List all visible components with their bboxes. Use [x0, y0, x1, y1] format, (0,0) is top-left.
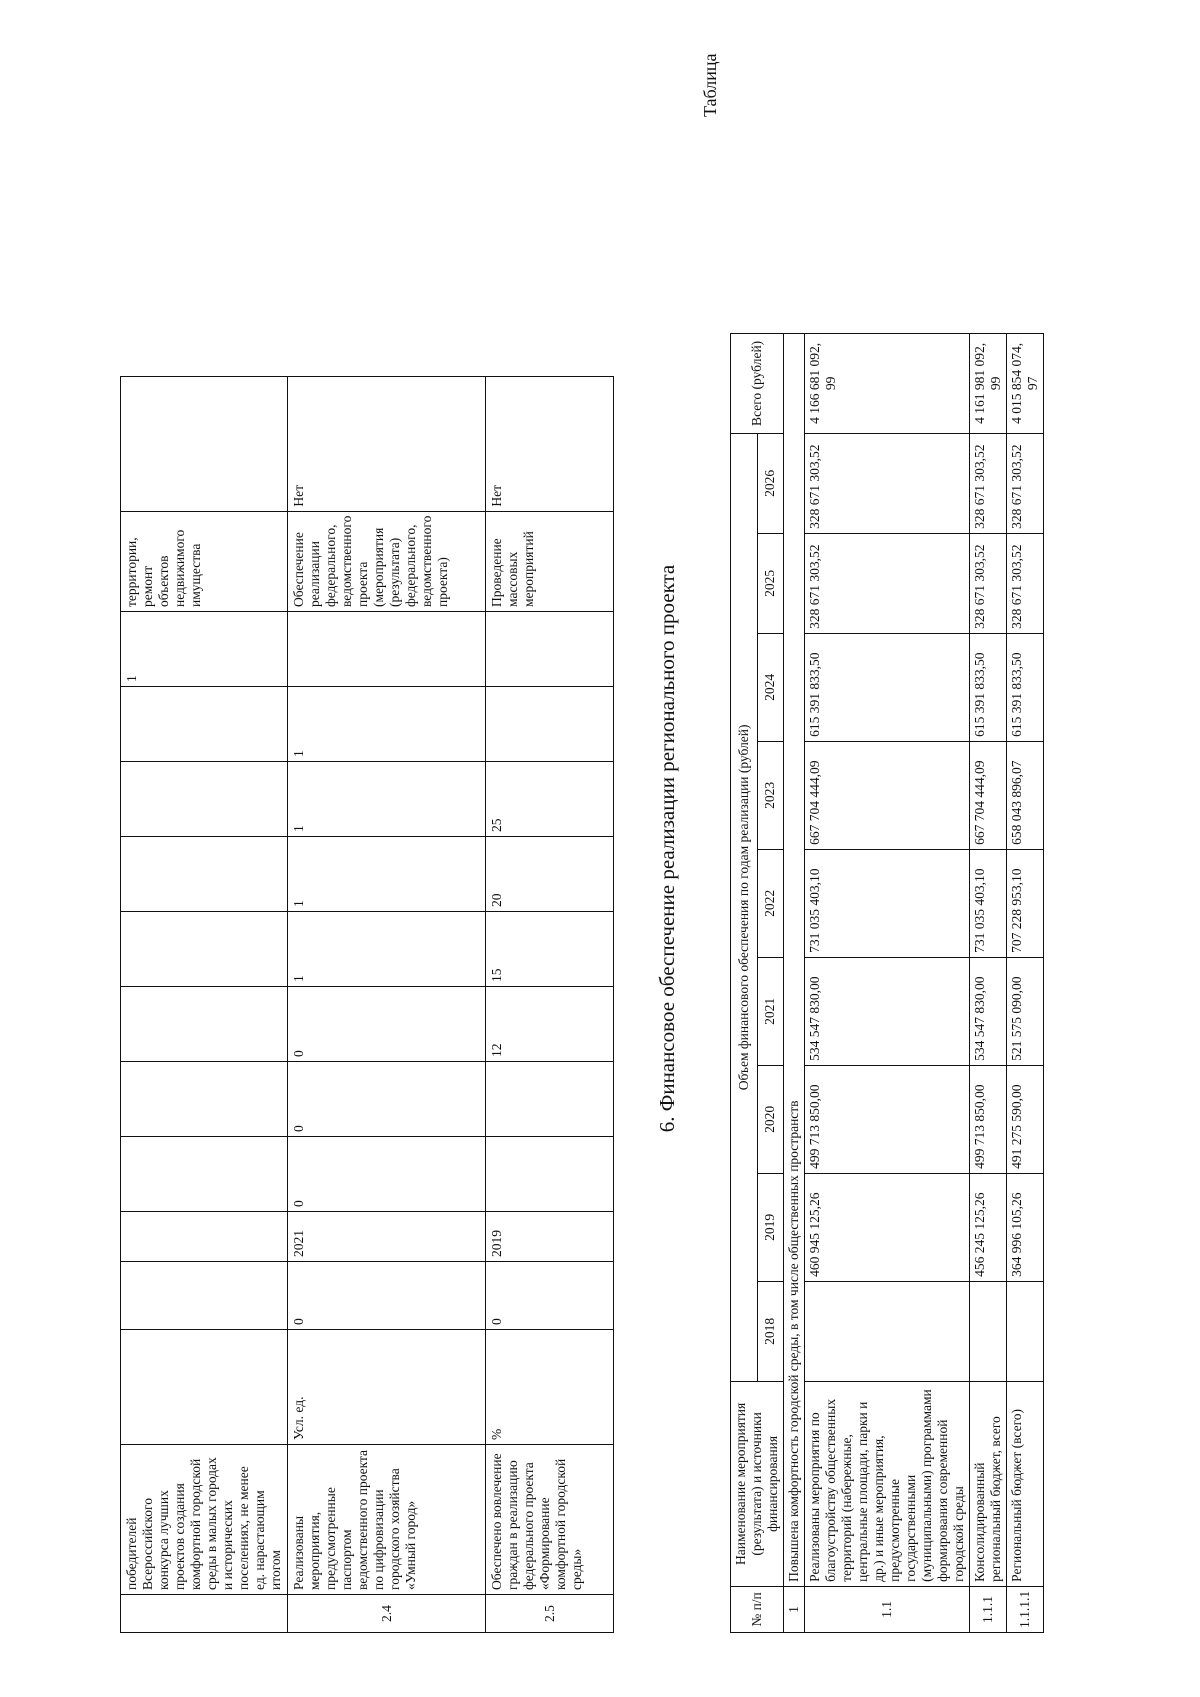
table-row [805, 333, 970, 1632]
value-cell: 667 704 444,09 [805, 741, 970, 849]
total-cell: 4 161 981 092, 99 [970, 333, 1007, 433]
finance-table [730, 333, 1044, 1633]
value-cell: 615 391 833,50 [970, 633, 1007, 741]
extra-cell: Нет [486, 376, 614, 511]
value-cell: 521 575 090,00 [1007, 957, 1044, 1065]
base-year-cell [121, 1212, 288, 1262]
section-title: 6. Финансовое обеспечение реализации регионального проекта [655, 564, 679, 1133]
total-cell: 4 166 681 092, 99 [805, 333, 970, 433]
value-cell: 15 [486, 912, 614, 987]
row-number: 2.5 [486, 1595, 614, 1633]
row-number: 1 [784, 1586, 805, 1632]
header-num: № п/п [731, 1586, 784, 1632]
table-row [121, 91, 288, 1632]
value-cell [1007, 1281, 1044, 1381]
header-volume: Объем финансового обеспечения по годам реализации (рублей) [731, 433, 758, 1381]
row-number: 2.4 [288, 1595, 486, 1633]
unit-cell: % [486, 1330, 614, 1445]
table-row [1007, 333, 1044, 1632]
header-total: Всего (рублей) [731, 333, 784, 433]
header-year: 2026 [757, 433, 784, 533]
value-cell [121, 837, 288, 912]
header-year: 2023 [757, 741, 784, 849]
table-row [970, 333, 1007, 1632]
table-label: Таблица [700, 53, 720, 117]
header-year: 2024 [757, 633, 784, 741]
base-value-cell [121, 1262, 288, 1330]
value-cell [486, 687, 614, 762]
base-year-cell: 2019 [486, 1212, 614, 1262]
value-cell: 731 035 403,10 [805, 849, 970, 957]
value-cell [121, 1137, 288, 1212]
indicator-name: победителей Всероссийского конкурса лучших проектов создания комфортной городской среды в малых городах и исторических поселениях, не менее ед. нарастающим итогом [121, 1445, 288, 1595]
value-cell: 534 547 830,00 [805, 957, 970, 1065]
value-cell [121, 687, 288, 762]
tasks-cell: Обеспечение реализации федерального, ведомственного проекта (мероприятия (результата) федерального, ведомственного проекта) [288, 511, 486, 611]
value-cell: 707 228 953,10 [1007, 849, 1044, 957]
value-cell: 615 391 833,50 [805, 633, 970, 741]
header-name: Наименование мероприятия (результата) и источники финансирования [731, 1381, 784, 1586]
value-cell: 25 [486, 762, 614, 837]
value-cell: 658 043 896,07 [1007, 741, 1044, 849]
row-number: 1.1.1.1 [1007, 1586, 1044, 1632]
value-cell [121, 1062, 288, 1137]
value-cell [288, 612, 486, 687]
value-cell: 667 704 444,09 [970, 741, 1007, 849]
base-value-cell: 0 [288, 1262, 486, 1330]
value-cell: 328 671 303,52 [1007, 433, 1044, 533]
header-year: 2018 [757, 1281, 784, 1381]
value-cell: 1 [288, 762, 486, 837]
tasks-cell: Проведение массовых мероприятий [486, 511, 614, 611]
value-cell [121, 762, 288, 837]
value-cell: 491 275 590,00 [1007, 1065, 1044, 1173]
value-cell: 456 245 125,26 [970, 1173, 1007, 1281]
indicator-name: Реализованы мероприятия, предусмотренные паспортом ведомственного проекта по цифровизации городского хозяйства «Умный город» [288, 1445, 486, 1595]
task-title: Повышена комфортность городской среды, в том числе общественных пространств [784, 333, 805, 1586]
value-cell: 0 [288, 987, 486, 1062]
row-number [121, 1595, 288, 1633]
value-cell [970, 1281, 1007, 1381]
header-year: 2020 [757, 1065, 784, 1173]
value-cell: 364 996 105,26 [1007, 1173, 1044, 1281]
row-name: Реализованы мероприятия по благоустройству общественных территорий (набережные, центральные площади, парки и др.) и иные мероприятия, предусмотренные государственными (муниципальными) программами формирования современной городской среды [805, 1381, 970, 1586]
base-value-cell: 0 [486, 1262, 614, 1330]
value-cell: 12 [486, 987, 614, 1062]
value-cell: 0 [288, 1062, 486, 1137]
value-cell: 328 671 303,52 [1007, 533, 1044, 633]
header-year: 2022 [757, 849, 784, 957]
header-year: 2025 [757, 533, 784, 633]
unit-cell: Усл. ед. [288, 1330, 486, 1445]
base-year-cell: 2021 [288, 1212, 486, 1262]
row-number: 1.1.1 [970, 1586, 1007, 1632]
value-cell [486, 1062, 614, 1137]
value-cell: 1 [288, 687, 486, 762]
extra-cell: Нет [288, 376, 486, 511]
value-cell: 615 391 833,50 [1007, 633, 1044, 741]
table-row [784, 333, 805, 1632]
total-cell: 4 015 854 074, 97 [1007, 333, 1044, 433]
value-cell: 328 671 303,52 [970, 433, 1007, 533]
value-cell: 499 713 850,00 [970, 1065, 1007, 1173]
unit-cell [121, 1330, 288, 1445]
table-row [288, 91, 486, 1632]
tasks-cell: территории, ремонт объектов недвижимого имущества [121, 511, 288, 611]
header-row [731, 333, 758, 1632]
value-cell: 1 [288, 837, 486, 912]
header-year: 2021 [757, 957, 784, 1065]
value-cell [121, 912, 288, 987]
value-cell: 328 671 303,52 [970, 533, 1007, 633]
table-row [486, 91, 614, 1632]
row-name: Консолидированный региональный бюджет, всего [970, 1381, 1007, 1586]
value-cell: 1 [288, 912, 486, 987]
value-cell: 328 671 303,52 [805, 533, 970, 633]
value-cell: 328 671 303,52 [805, 433, 970, 533]
row-number: 1.1 [805, 1586, 970, 1632]
value-cell [486, 612, 614, 687]
header-year: 2019 [757, 1173, 784, 1281]
extra-cell [121, 376, 288, 511]
value-cell: 534 547 830,00 [970, 957, 1007, 1065]
indicators-table [120, 91, 614, 1633]
value-cell: 20 [486, 837, 614, 912]
value-cell: 499 713 850,00 [805, 1065, 970, 1173]
value-cell: 1 [121, 612, 288, 687]
value-cell [121, 987, 288, 1062]
row-name: Региональный бюджет (всего) [1007, 1381, 1044, 1586]
value-cell [805, 1281, 970, 1381]
value-cell: 460 945 125,26 [805, 1173, 970, 1281]
value-cell: 731 035 403,10 [970, 849, 1007, 957]
indicator-name: Обеспечено вовлечение граждан в реализацию федерального проекта «Формирование комфортной городской среды» [486, 1445, 614, 1595]
value-cell [486, 1137, 614, 1212]
value-cell: 0 [288, 1137, 486, 1212]
